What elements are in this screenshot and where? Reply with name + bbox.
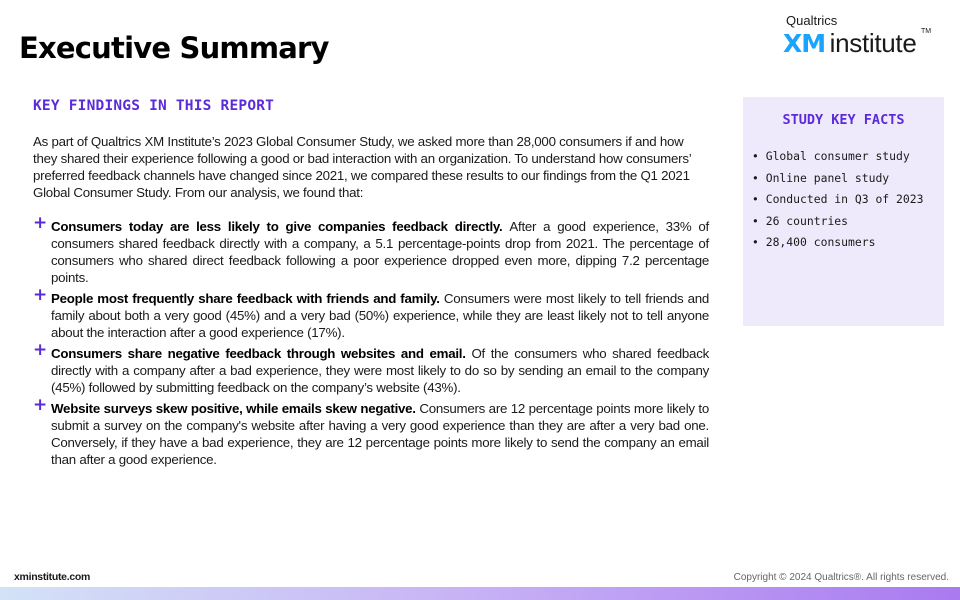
page-title: Executive Summary (19, 31, 329, 65)
study-fact-item: • Online panel study (752, 171, 923, 193)
study-key-facts-panel (743, 97, 944, 326)
key-findings-heading: KEY FINDINGS IN THIS REPORT (33, 98, 275, 114)
findings-list (33, 213, 710, 472)
plus-icon: + (33, 340, 47, 360)
study-fact-item: • Global consumer study (752, 149, 923, 171)
finding-text: After a good experience, 33% of consumers shared feedback directly with a company, a 5.1 percentage-points drop from 2021. The percentage of consumers who shared direct feedback following a poor experience dropped even more, dipping 7.2 percentage points. (51, 219, 709, 285)
study-fact-item: • Conducted in Q3 of 2023 (752, 192, 923, 214)
logo-xm-text: XM (783, 29, 826, 58)
finding-text: Consumers were most likely to tell friends and family about both a very good (45%) and a very bad (50%) experience, while they are least likely not to tell anyone about the interaction after a good experience (17%). (51, 291, 710, 340)
finding-item (33, 395, 709, 468)
plus-icon: + (33, 213, 47, 233)
study-key-facts-title: STUDY KEY FACTS (782, 112, 905, 128)
finding-text: Consumers are 12 percentage points more likely to submit a survey on the company's website after having a very good experience than they are after a very bad one. Conversely, if they have a bad experience, they are 12 percentage points more likely to send the company an email than after a good experience. (51, 401, 709, 467)
footer-gradient-bar (0, 587, 960, 600)
finding-item (33, 213, 709, 286)
logo-wordmark (783, 28, 931, 59)
finding-item (33, 340, 709, 396)
xm-institute-logo (780, 13, 950, 58)
study-fact-item: • 28,400 consumers (752, 235, 923, 257)
finding-text: Of the consumers who shared feedback directly with a company after a bad experience, they were most likely to do so by sending an email to the company (45%) followed by submitting feedback on the company’s website (43%). (51, 346, 709, 395)
finding-headline: Website surveys skew positive, while emails skew negative. (51, 401, 420, 416)
finding-item (33, 285, 710, 341)
plus-icon: + (33, 395, 47, 415)
logo-qualtrics-text: Qualtrics (786, 13, 838, 28)
finding-headline: People most frequently share feedback with friends and family. (51, 291, 444, 306)
intro-paragraph: As part of Qualtrics XM Institute’s 2023 Global Consumer Study, we asked more than 28,000 consumers if and how they shared their experience following a good or bad interaction with an organization. To understand how consumers’ preferred feedback channels have changed since 2021, we compared these results to our findings from the Q1 2021 Global Consumer Study. From our analysis, we found that: (33, 134, 691, 200)
study-fact-item: • 26 countries (752, 214, 923, 236)
study-facts-list (752, 149, 923, 257)
finding-headline: Consumers share negative feedback through websites and email. (51, 346, 472, 361)
footer-website-link[interactable]: xminstitute.com (14, 571, 91, 583)
plus-icon: + (33, 285, 47, 305)
logo-trademark: TM (920, 28, 932, 35)
logo-institute-text: institute (829, 28, 917, 58)
finding-headline: Consumers today are less likely to give companies feedback directly. (51, 219, 510, 234)
footer-copyright: Copyright © 2024 Qualtrics®. All rights reserved. (733, 572, 949, 583)
